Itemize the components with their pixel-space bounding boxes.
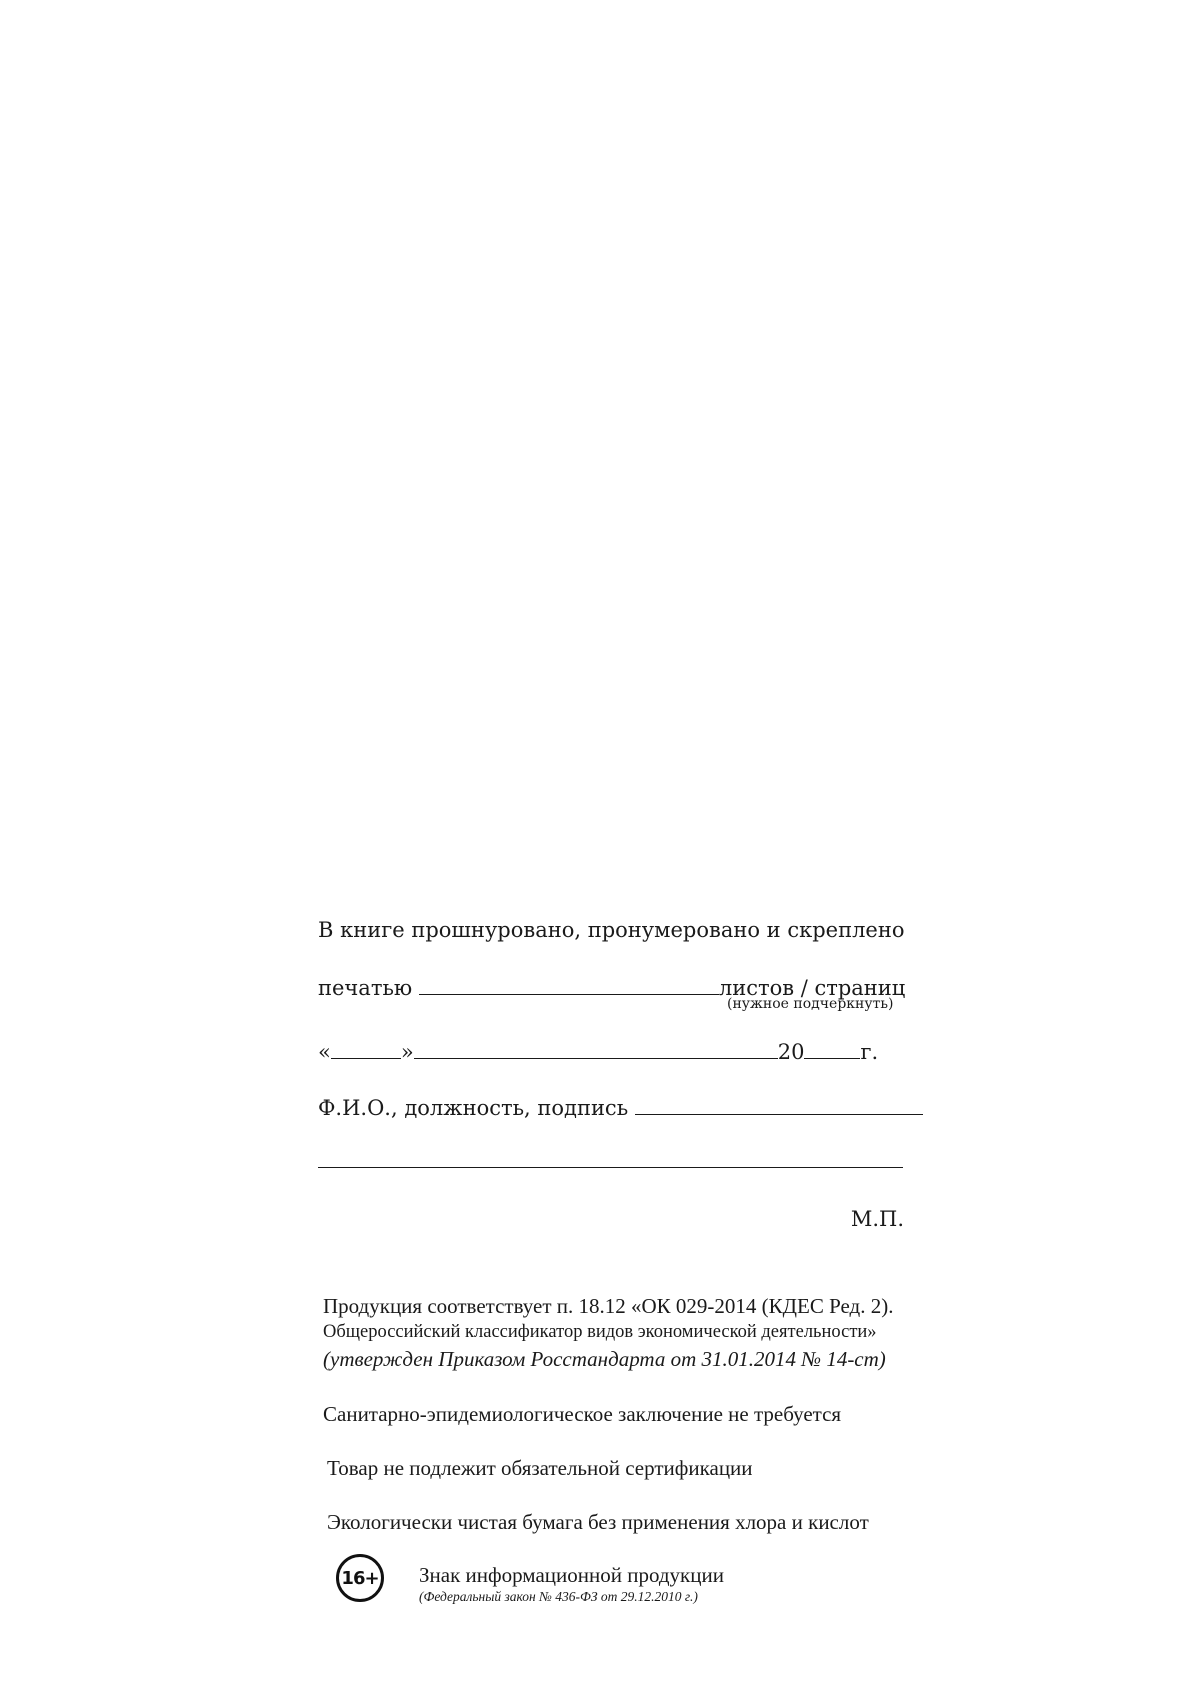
compliance-line-2: Общероссийский классификатор видов экономической деятельности»	[323, 1322, 877, 1342]
stamp-place-mark: М.П.	[850, 1207, 904, 1231]
signature-label: Ф.И.О., должность, подпись	[318, 1096, 629, 1120]
eco-paper-note: Экологически чистая бумага без применения хлора и кислот	[327, 1510, 869, 1534]
year-prefix: 20	[777, 1040, 805, 1064]
date-open-quote: «	[318, 1040, 331, 1064]
binding-statement: В книге прошнуровано, пронумеровано и скреплено	[318, 918, 905, 942]
signature-blank	[635, 1094, 923, 1115]
certification-note: Товар не подлежит обязательной сертификации	[327, 1456, 753, 1480]
day-blank	[331, 1038, 401, 1059]
sheet-count-suffix: листов / страниц	[718, 976, 906, 1000]
date-close-quote: »	[400, 1040, 414, 1064]
year-suffix: г.	[860, 1040, 879, 1064]
underline-hint: (нужное подчеркнуть)	[727, 996, 894, 1012]
date-line	[318, 1038, 878, 1065]
age-rating-16-icon: 16+	[336, 1554, 384, 1602]
age-mark-law: (Федеральный закон № 436-ФЗ от 29.12.2010 г.)	[419, 1589, 698, 1604]
sanitary-note: Санитарно-эпидемиологическое заключение не требуется	[323, 1402, 842, 1426]
month-blank	[414, 1038, 778, 1059]
compliance-line-1: Продукция соответствует п. 18.12 «ОК 029-2014 (КДЕС Ред. 2).	[323, 1294, 894, 1318]
signature-line	[318, 1094, 923, 1121]
age-mark-title: Знак информационной продукции	[419, 1563, 724, 1587]
year-blank	[804, 1038, 860, 1059]
extra-signature-rule	[318, 1167, 903, 1168]
compliance-line-3: (утвержден Приказом Росстандарта от 31.01.2014 № 14-ст)	[323, 1347, 886, 1371]
sheet-count-blank	[419, 974, 719, 995]
sheet-count-prefix: печатью	[318, 976, 413, 1000]
